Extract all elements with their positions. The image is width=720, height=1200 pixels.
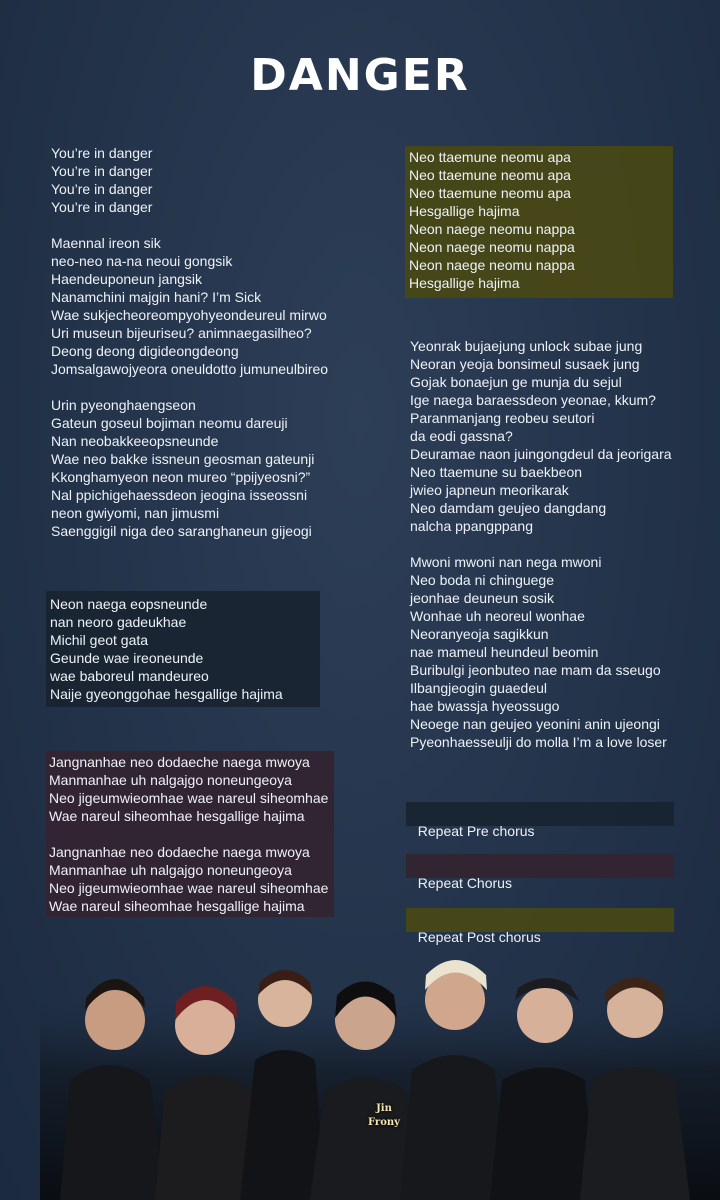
verse-2	[410, 337, 672, 751]
lyric-line: neo-neo na-na neoui gongsik	[51, 253, 233, 269]
repeat-post-chorus	[406, 908, 674, 945]
lyric-line: Neo ttaemune su baekbeon	[410, 464, 583, 480]
lyric-line: Pyeonhaesseulji do molla I’m a love loser	[410, 734, 667, 750]
lyric-line	[51, 378, 328, 396]
lyric-line: Neon naege neomu nappa	[409, 221, 575, 237]
song-title: DANGER	[250, 50, 470, 101]
lyric-line: nan neoro gadeukhae	[50, 614, 187, 630]
lyric-line: Kkonghamyeon neon mureo “ppijyeosni?”	[51, 469, 311, 485]
lyric-line: neon gwiyomi, nan jimusmi	[51, 505, 220, 521]
lyric-line: Neoranyeoja sagikkun	[410, 626, 549, 642]
lyric-line: Gateun goseul bojiman neomu dareuji	[51, 415, 288, 431]
lyric-line: Buribulgi jeonbuteo nae mam da sseugo	[410, 662, 661, 678]
lyric-line: You’re in danger	[51, 163, 153, 179]
lyric-line: Manmanhae uh nalgajgo noneungeoya	[49, 862, 292, 878]
group-photo	[40, 940, 720, 1200]
lyric-line: You’re in danger	[51, 199, 153, 215]
watermark-line: Frony	[368, 1117, 400, 1128]
lyric-line: Hesgallige hajima	[409, 275, 520, 291]
verse-1	[51, 144, 328, 540]
lyric-line: Wae nareul siheomhae hesgallige hajima	[49, 808, 305, 824]
lyric-line: Neo jigeumwieomhae wae nareul siheomhae	[49, 790, 329, 806]
lyric-line: Ilbangjeogin guaedeul	[410, 680, 548, 696]
repeat-post-chorus-label: Repeat Post chorus	[417, 929, 541, 945]
lyric-line	[51, 216, 328, 234]
lyric-line: Deong deong digideongdeong	[51, 343, 239, 359]
pre-chorus-box	[46, 591, 320, 707]
lyric-line: Wae sukjecheoreompyohyeondeureul mirwo	[51, 307, 327, 323]
lyric-line: Neon naega eopsneunde	[50, 596, 208, 612]
lyric-line: Paranmanjang reobeu seutori	[410, 410, 595, 426]
lyric-line	[410, 535, 672, 553]
lyric-line: Gojak bonaejun ge munja du sejul	[410, 374, 622, 390]
lyric-line: Jomsalgawojyeora oneuldotto jumuneulbireo	[51, 361, 329, 377]
lyric-line: da eodi gassna?	[410, 428, 513, 444]
watermark	[368, 1102, 400, 1130]
lyric-line: Neo ttaemune neomu apa	[409, 149, 571, 165]
lyric-line: Manmanhae uh nalgajgo noneungeoya	[49, 772, 292, 788]
lyric-line: Neo ttaemune neomu apa	[409, 167, 571, 183]
lyric-line: wae baboreul mandeureo	[50, 668, 209, 684]
watermark-line: Jin	[376, 1103, 392, 1114]
lyric-line	[49, 825, 334, 843]
lyric-line: nalcha ppangppang	[410, 518, 534, 534]
lyric-line: Michil geot gata	[50, 632, 149, 648]
lyric-line: Neo boda ni chinguege	[410, 572, 555, 588]
lyric-line: hae bwassja hyeossugo	[410, 698, 560, 714]
repeat-pre-chorus	[406, 802, 674, 839]
lyric-line: Ige naega baraessdeon yeonae, kkum?	[410, 392, 656, 408]
lyric-line: Maennal ireon sik	[51, 235, 161, 251]
lyric-line: Saenggigil niga deo saranghaneun gijeogi	[51, 523, 312, 539]
lyric-line: Geunde wae ireoneunde	[50, 650, 204, 666]
lyric-line: Neo jigeumwieomhae wae nareul siheomhae	[49, 880, 329, 896]
lyric-line: jeonhae deuneun sosik	[410, 590, 555, 606]
lyric-line: Uri museun bijeuriseu? animnaegasilheo?	[51, 325, 312, 341]
lyric-line: Neon naege neomu nappa	[409, 257, 575, 273]
lyric-line: Hesgallige hajima	[409, 203, 520, 219]
lyric-line: nae mameul heundeul beomin	[410, 644, 599, 660]
lyric-line: jwieo japneun meorikarak	[410, 482, 569, 498]
repeat-pre-chorus-label: Repeat Pre chorus	[417, 823, 535, 839]
lyric-line: Deuramae naon juingongdeul da jeorigara	[410, 446, 672, 462]
lyric-line: Urin pyeonghaengseon	[51, 397, 196, 413]
lyric-line: Nan neobakkeeopsneunde	[51, 433, 219, 449]
lyric-line: Mwoni mwoni nan nega mwoni	[410, 554, 602, 570]
lyric-line: Yeonrak bujaejung unlock subae jung	[410, 338, 643, 354]
lyric-line: Wae neo bakke issneun geosman gateunji	[51, 451, 315, 467]
lyric-line: Neo ttaemune neomu apa	[409, 185, 571, 201]
lyric-line: Naije gyeonggohae hesgallige hajima	[50, 686, 283, 702]
lyric-line: Nanamchini majgin hani? I’m Sick	[51, 289, 262, 305]
lyric-line: Jangnanhae neo dodaeche naega mwoya	[49, 844, 310, 860]
lyric-line: Neoran yeoja bonsimeul susaek jung	[410, 356, 640, 372]
lyric-line: Wonhae uh neoreul wonhae	[410, 608, 585, 624]
repeat-chorus	[406, 854, 674, 891]
lyric-line: Neo damdam geujeo dangdang	[410, 500, 607, 516]
repeat-chorus-label: Repeat Chorus	[417, 875, 512, 891]
post-chorus-box	[405, 146, 673, 298]
lyric-line: Wae nareul siheomhae hesgallige hajima	[49, 898, 305, 914]
chorus-box	[46, 751, 334, 917]
lyric-line: Neon naege neomu nappa	[409, 239, 575, 255]
lyric-line: Jangnanhae neo dodaeche naega mwoya	[49, 754, 310, 770]
lyric-line: Haendeuponeun jangsik	[51, 271, 203, 287]
lyric-line: You’re in danger	[51, 181, 153, 197]
lyric-line: Neoege nan geujeo yeonini anin ujeongi	[410, 716, 660, 732]
lyric-line: You’re in danger	[51, 145, 153, 161]
lyric-line: Nal ppichigehaessdeon jeogina isseossni	[51, 487, 308, 503]
